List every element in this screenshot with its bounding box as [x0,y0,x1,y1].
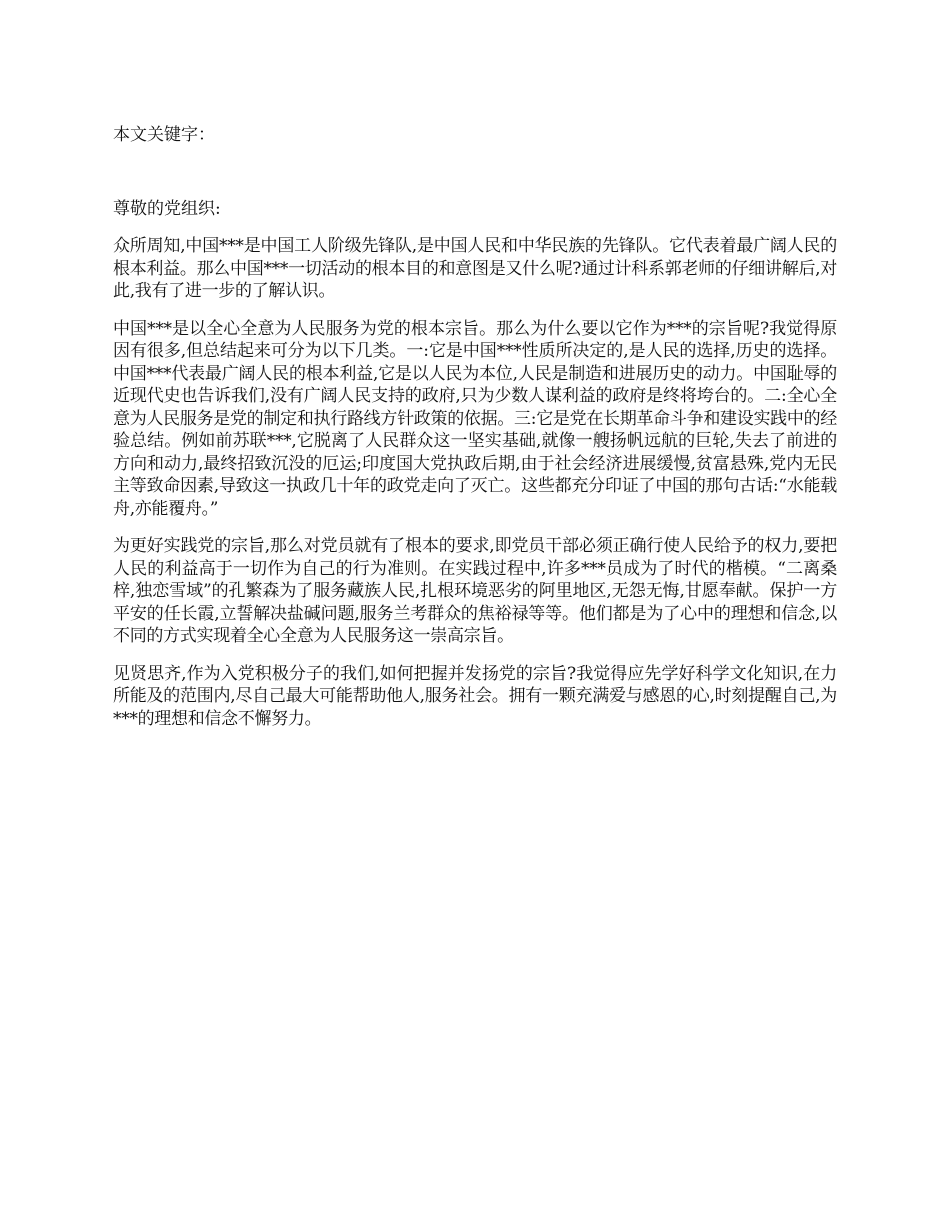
document-page [113,124,837,730]
paragraph-4: 见贤思齐,作为入党积极分子的我们,如何把握并发扬党的宗旨?我觉得应先学好科学文化知识,在力所能及的范围内,尽自己最大可能帮助他人,服务社会。拥有一颗充满爱与感恩的心,时刻提醒自己,为***的理想和信念不懈努力。 [113,663,837,729]
paragraph-2: 中国***是以全心全意为人民服务为党的根本宗旨。那么为什么要以它作为***的宗旨呢?我觉得原因有很多,但总结起来可分为以下几类。一:它是中国***性质所决定的,是人民的选择,历史的选择。中国***代表最广阔人民的根本利益,它是以人民为本位,人民是制造和进展历史的动力。中国耻辱的近现代史也告诉我们,没有广阔人民支持的政府,只为少数人谋利益的政府是终将垮台的。二:全心全意为人民服务是党的制定和执行路线方针政策的依据。三:它是党在长期革命斗争和建设实践中的经验总结。例如前苏联***,它脱离了人民群众这一坚实基础,就像一艘扬帆远航的巨轮,失去了前进的方向和动力,最终招致沉没的厄运;印度国大党执政后期,由于社会经济进展缓慢,贫富悬殊,党内无民主等致命因素,导致这一执政几十年的政党走向了灭亡。这些都充分印证了中国的那句古话:“水能载舟,亦能覆舟。” [113,318,837,519]
paragraph-1: 众所周知,中国***是中国工人阶级先锋队,是中国人民和中华民族的先锋队。它代表着最广阔人民的根本利益。那么中国***一切活动的根本目的和意图是又什么呢?通过计科系郭老师的仔细讲解后,对此,我有了进一步的了解认识。 [113,236,837,301]
salutation: 尊敬的党组织: [113,199,221,219]
keywords-label: 本文关键字： [113,125,215,145]
paragraph-3: 为更好实践党的宗旨,那么对党员就有了根本的要求,即党员干部必须正确行使人民给予的权力,要把人民的利益高于一切作为自己的行为准则。在实践过程中,许多***员成为了时代的楷模。“二离桑梓,独恋雪域”的孔繁森为了服务藏族人民,扎根环境恶劣的阿里地区,无怨无悔,甘愿奉献。保护一方平安的任长霞,立誓解决盐碱问题,服务兰考群众的焦裕禄等等。他们都是为了心中的理想和信念,以不同的方式实现着全心全意为人民服务这一崇高宗旨。 [113,536,837,646]
